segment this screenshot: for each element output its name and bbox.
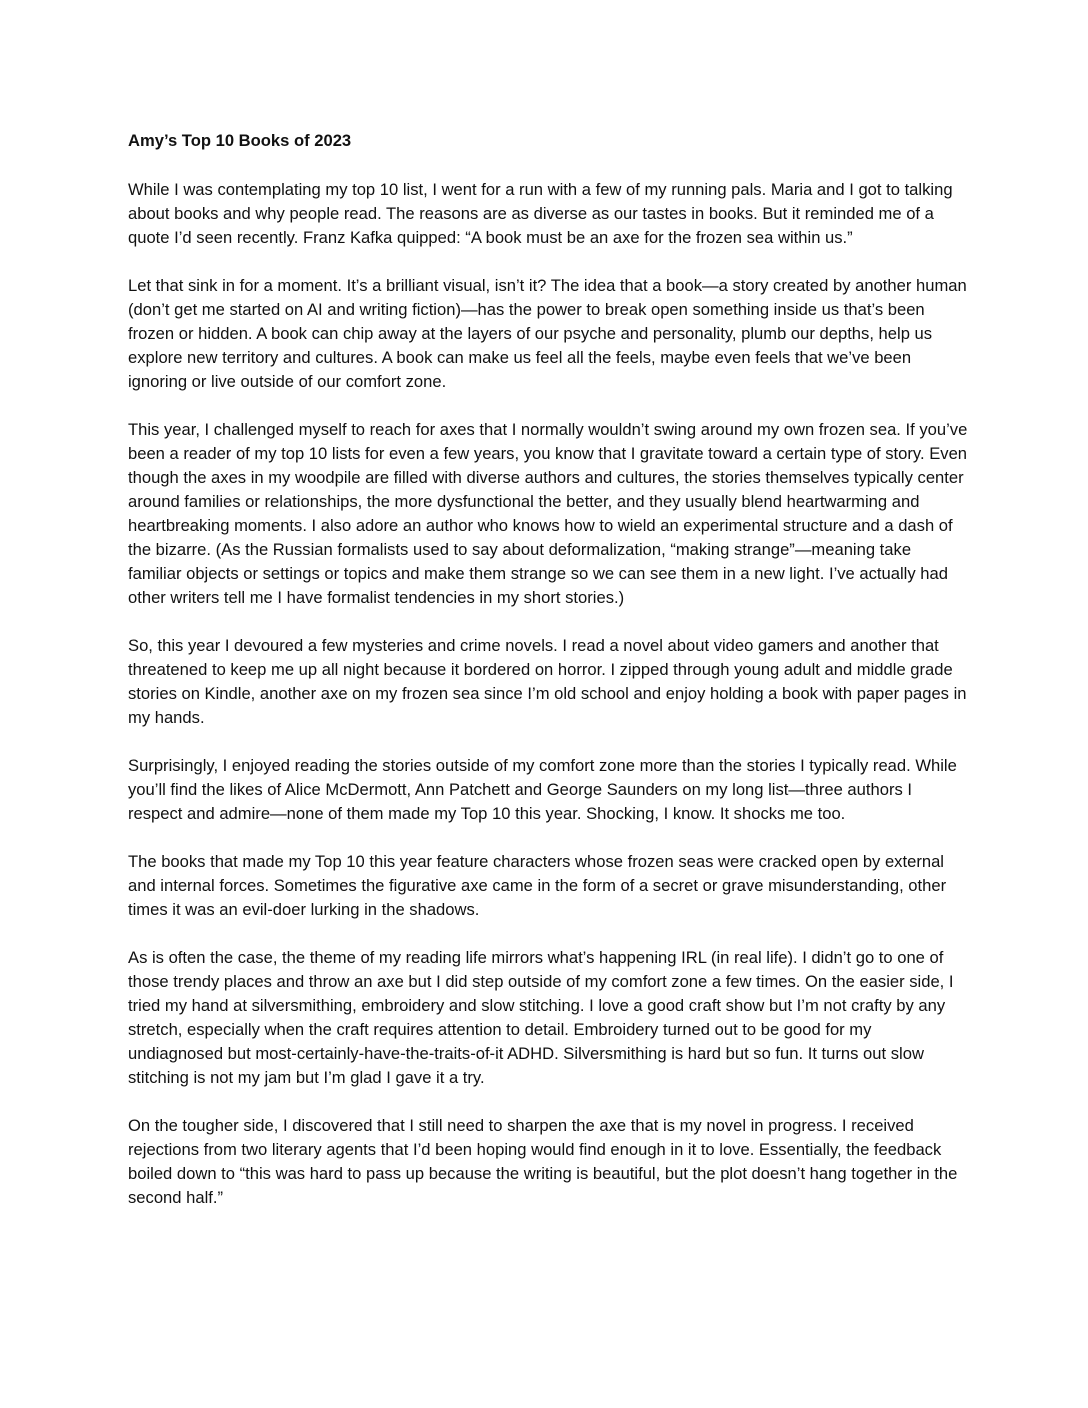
paragraph-novel-progress: On the tougher side, I discovered that I still need to sharpen the axe that is my novel in progress. I received rejections from two literary agents that I’d been hoping would find enough in it to love. Essentially, the feedback boiled down to “this was hard to pass up because the writing is beautiful, but the plot doesn’t hang together in the second half.” xyxy=(128,1116,958,1207)
document-title: Amy’s Top 10 Books of 2023 xyxy=(128,131,352,150)
paragraph-kafka-quote: While I was contemplating my top 10 list, I went for a run with a few of my running pals. Maria and I got to talking about books and why people read. The reasons are as diverse as our tastes in books. But it reminded me of a quote I’d seen recently. Franz Kafka quipped: “A book must be an axe for the frozen sea within us.” xyxy=(128,180,953,247)
document-page xyxy=(128,128,968,1234)
paragraph-crafts: As is often the case, the theme of my reading life mirrors what’s happening IRL (in real life). I didn’t go to one of those trendy places and throw an axe but I did step outside of my comfort zone a few times. On the easier side, I tried my hand at silversmithing, embroidery and slow stitching. I love a good craft show but I’m not crafty by any stretch, especially when the craft requires attention to detail. Embroidery turned out to be good for my undiagnosed but most-certainly-have-the-traits-of-it ADHD. Silversmithing is hard but so fun. It turns out slow stitching is not my jam but I’m glad I gave it a try. xyxy=(128,948,954,1087)
paragraph-mysteries: So, this year I devoured a few mysteries and crime novels. I read a novel about video gamers and another that threatened to keep me up all night because it bordered on horror. I zipped through young adult and middle grade stories on Kindle, another axe on my frozen sea since I’m old school and enjoy holding a book with paper pages in my hands. xyxy=(128,636,967,727)
paragraph-book-power: Let that sink in for a moment. It’s a brilliant visual, isn’t it? The idea that a book—a story created by another human (don’t get me started on AI and writing fiction)—has the power to break open something inside us that’s been frozen or hidden. A book can chip away at the layers of our psyche and personality, plumb our depths, help us explore new territory and cultures. A book can make us feel all the feels, maybe even feels that we’ve been ignoring or live outside of our comfort zone. xyxy=(128,276,967,391)
paragraph-challenge: This year, I challenged myself to reach for axes that I normally wouldn’t swing around my own frozen sea. If you’ve been a reader of my top 10 lists for even a few years, you know that I gravitate toward a certain type of story. Even though the axes in my woodpile are filled with diverse authors and cultures, the stories themselves typically center around families or relationships, the more dysfunctional the better, and they usually blend heartwarming and heartbreaking moments. I also adore an author who knows how to wield an experimental structure and a dash of the bizarre. (As the Russian formalists used to say about deformalization, “making strange”—meaning take familiar objects or settings or topics and make them strange so we can see them in a new light. I’ve actually had other writers tell me I have formalist tendencies in my short stories.) xyxy=(128,420,968,607)
paragraph-top-10-theme: The books that made my Top 10 this year feature characters whose frozen seas were cracked open by external and internal forces. Sometimes the figurative axe came in the form of a secret or grave misunderstanding, other times it was an evil-doer lurking in the shadows. xyxy=(128,852,947,919)
paragraph-comfort-zone: Surprisingly, I enjoyed reading the stories outside of my comfort zone more than the stories I typically read. While you’ll find the likes of Alice McDermott, Ann Patchett and George Saunders on my long list—three authors I respect and admire—none of them made my Top 10 this year. Shocking, I know. It shocks me too. xyxy=(128,756,957,823)
